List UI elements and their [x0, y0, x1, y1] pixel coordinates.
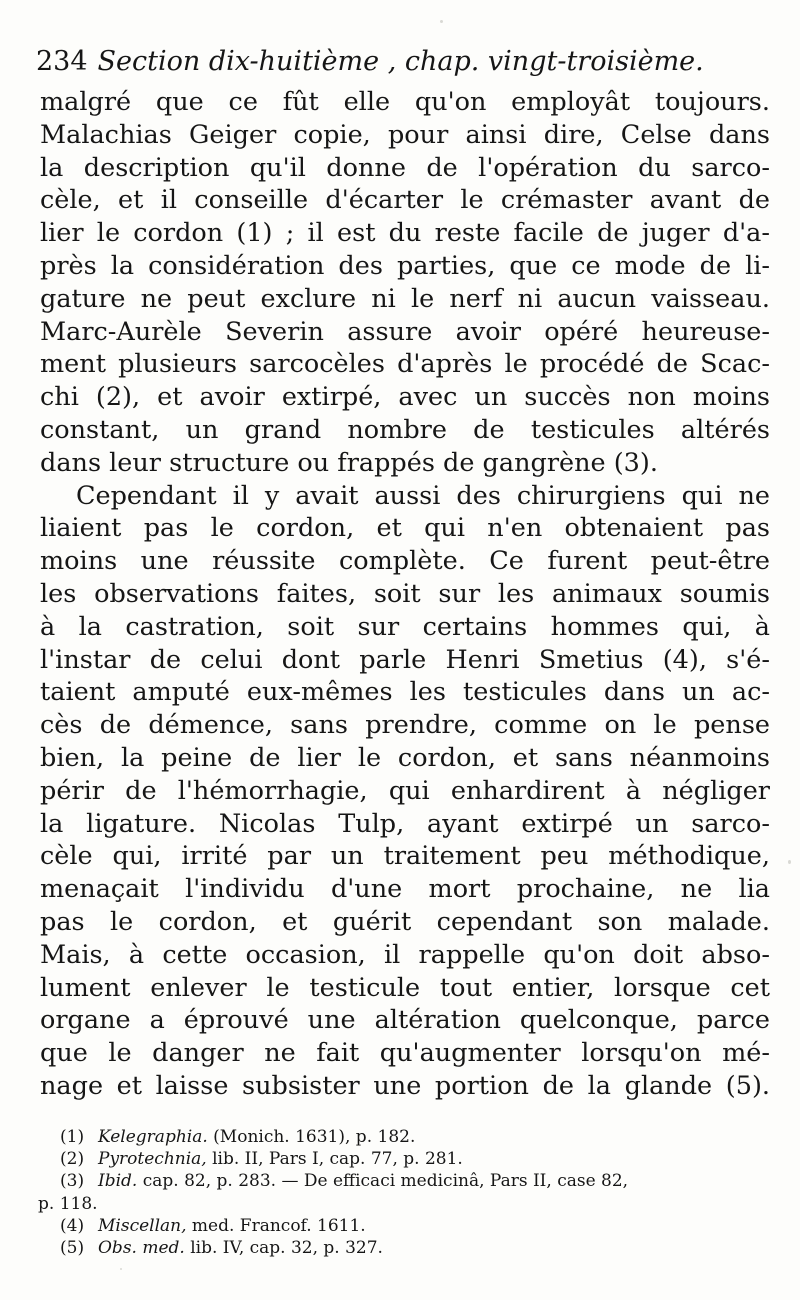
footnote-text: cap. 82, p. 283. — De efficaci medicinâ, Pars II, case 82, [137, 1171, 629, 1192]
footnote [60, 1148, 780, 1170]
footnote-number: (2) [60, 1149, 85, 1170]
running-head [36, 44, 776, 80]
text-line: périr de l'hémorrhagie, qui enhardirent à négliger [40, 775, 770, 806]
paper-speck [120, 1268, 122, 1270]
text-line: près la considération des parties, que ce mode de li- [40, 250, 770, 281]
paper-speck [440, 20, 443, 23]
text-line: ment plusieurs sarcocèles d'après le procédé de Scac- [40, 349, 770, 380]
footnote-continuation [38, 1193, 780, 1215]
footnote-source: Obs. med. [98, 1237, 185, 1258]
running-title: Section dix-huitième , chap. vingt-troisième. [97, 46, 704, 77]
text-line: chi (2), et avoir extirpé, avec un succès non moins [40, 382, 770, 413]
footnotes [38, 1126, 780, 1259]
footnote [60, 1215, 780, 1237]
footnote [60, 1126, 780, 1148]
text-line: constant, un grand nombre de testicules altérés [40, 414, 770, 445]
text-line: organe a éprouvé une altération quelconque, parce [40, 1005, 770, 1036]
text-line: bien, la peine de lier le cordon, et sans néanmoins [40, 742, 770, 773]
footnote-number: (1) [60, 1127, 85, 1147]
footnote [60, 1237, 780, 1259]
paper-speck [788, 860, 791, 864]
footnote-text: med. Francof. 1611. [186, 1215, 366, 1236]
text-line: nage et laisse subsister une portion de la glande (5). [40, 1070, 770, 1101]
text-line: lier le cordon (1) ; il est du reste facile de juger d'a- [40, 218, 770, 249]
footnote-source: Miscellan, [98, 1215, 187, 1236]
footnote-source: Ibid. [98, 1171, 138, 1192]
text-line: Cependant il y avait aussi des chirurgiens qui ne [76, 480, 770, 511]
text-line: pas le cordon, et guérit cependant son malade. [40, 906, 770, 937]
footnote-text: lib. IV, cap. 32, p. 327. [184, 1237, 383, 1258]
footnote-number: (4) [60, 1215, 85, 1236]
text-line: à la castration, soit sur certains hommes qui, à [40, 611, 770, 642]
footnote-source: Kelegraphia. [98, 1127, 208, 1147]
text-line: taient amputé eux-mêmes les testicules dans un ac- [40, 677, 770, 708]
text-line: que le danger ne fait qu'augmenter lorsqu'on mé- [40, 1038, 770, 1069]
text-line: Mais, à cette occasion, il rappelle qu'on doit abso- [40, 939, 770, 970]
body-text [40, 86, 770, 1103]
text-line: malgré que ce fût elle qu'on employât toujours. [40, 87, 770, 117]
footnote-text: lib. II, Pars I, cap. 77, p. 281. [206, 1149, 463, 1170]
text-line: la ligature. Nicolas Tulp, ayant extirpé un sarco- [40, 808, 770, 839]
footnote-text: p. 118. [38, 1193, 98, 1214]
footnote-text: (Monich. 1631), p. 182. [207, 1127, 416, 1147]
footnote-number: (5) [60, 1237, 85, 1258]
text-line: cès de démence, sans prendre, comme on le pense [40, 710, 770, 741]
text-line: menaçait l'individu d'une mort prochaine, ne lia [40, 874, 770, 905]
footnote-number: (3) [60, 1171, 85, 1192]
text-line: Marc-Aurèle Severin assure avoir opéré heureuse- [40, 316, 770, 347]
text-line: la description qu'il donne de l'opération du sarco- [40, 152, 770, 183]
text-line: liaient pas le cordon, et qui n'en obtenaient pas [40, 513, 770, 544]
text-line: dans leur structure ou frappés de gangrène (3). [40, 447, 658, 478]
footnote-source: Pyrotechnia, [98, 1149, 207, 1170]
text-line: moins une réussite complète. Ce furent peut-être [40, 546, 770, 577]
text-line: l'instar de celui dont parle Henri Smetius (4), s'é- [40, 644, 770, 675]
text-line: Malachias Geiger copie, pour ainsi dire, Celse dans [40, 119, 770, 150]
footnote [60, 1170, 780, 1192]
text-line: les observations faites, soit sur les animaux soumis [40, 578, 770, 609]
page-number: 234 [36, 46, 88, 77]
text-line: cèle qui, irrité par un traitement peu méthodique, [40, 841, 770, 872]
text-line: lument enlever le testicule tout entier, lorsque cet [40, 972, 770, 1003]
text-line: cèle, et il conseille d'écarter le crémaster avant de [40, 185, 770, 216]
text-line: gature ne peut exclure ni le nerf ni aucun vaisseau. [40, 283, 770, 314]
